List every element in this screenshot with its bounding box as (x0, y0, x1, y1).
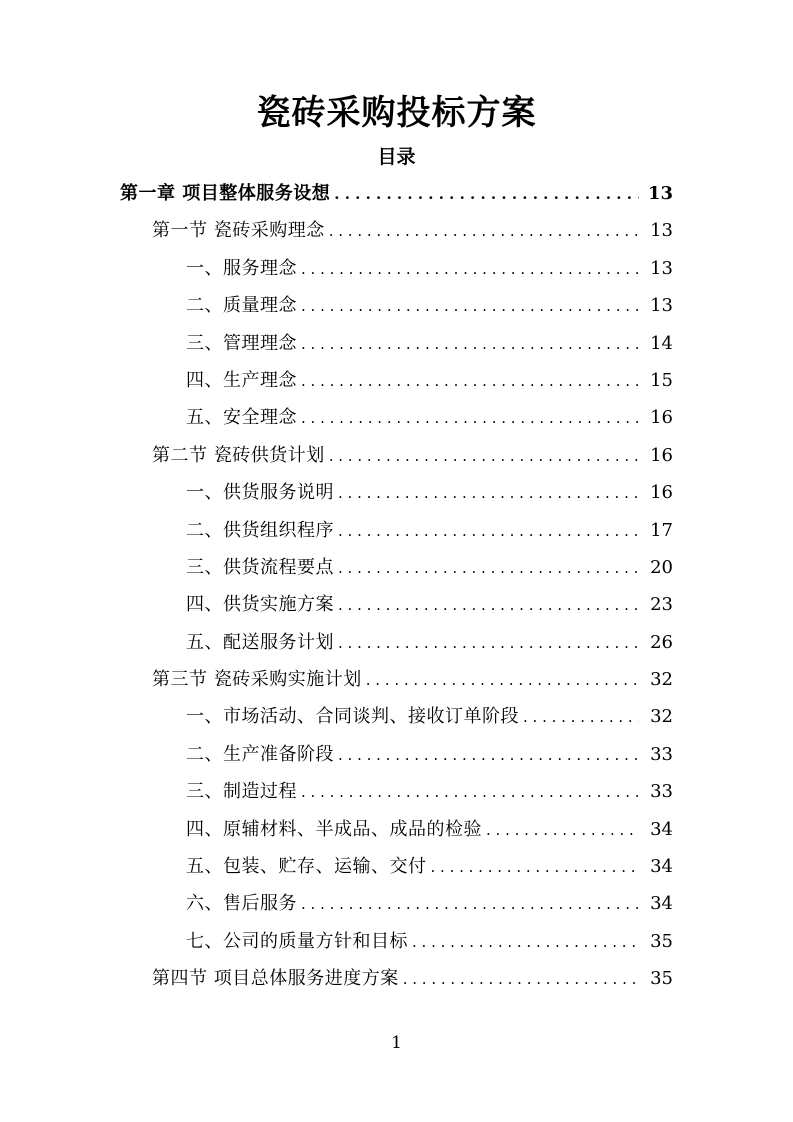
toc-dot-leader (301, 326, 639, 363)
toc-dot-leader (338, 475, 639, 512)
toc-dot-leader (338, 587, 639, 624)
toc-entry-page: 13 (650, 257, 673, 279)
toc-entry[interactable] (0, 661, 793, 698)
toc-entry-page: 13 (647, 183, 673, 204)
toc-entry-page: 34 (650, 856, 673, 878)
toc-entry-page: 14 (650, 332, 673, 354)
toc-entry[interactable] (0, 773, 793, 810)
toc-entry-label: 二、质量理念 (186, 295, 297, 317)
toc-entry-label: 二、生产准备阶段 (186, 743, 334, 765)
toc-entry-page: 26 (650, 631, 673, 653)
toc-entry[interactable] (0, 474, 793, 511)
toc-dot-leader (334, 176, 639, 213)
toc-entry-page: 20 (650, 556, 673, 578)
toc-entry-label: 四、生产理念 (186, 369, 297, 391)
toc-entry-label: 三、管理理念 (186, 332, 297, 354)
toc-entry[interactable] (0, 923, 793, 960)
toc-entry[interactable] (0, 399, 793, 436)
toc-entry-label: 一、市场活动、合同谈判、接收订单阶段 (186, 706, 519, 728)
toc-entry-label: 二、供货组织程序 (186, 519, 334, 541)
toc-dot-leader (338, 513, 639, 550)
toc-dot-leader (403, 961, 639, 998)
toc-entry-label: 第一节 瓷砖采购理念 (152, 220, 325, 242)
toc-entry[interactable] (0, 250, 793, 287)
toc-entry-page: 15 (650, 369, 673, 391)
toc-dot-leader (486, 812, 639, 849)
toc-entry-page: 32 (650, 706, 673, 728)
toc-dot-leader (301, 400, 639, 437)
toc-entry-label: 七、公司的质量方针和目标 (186, 930, 408, 952)
toc-entry[interactable] (0, 512, 793, 549)
toc-entry[interactable] (0, 212, 793, 249)
page-number: 1 (391, 1033, 402, 1053)
toc-dot-leader (329, 213, 639, 250)
toc-entry-label: 一、供货服务说明 (186, 482, 334, 504)
toc-entry-page: 33 (650, 781, 673, 803)
toc-entry-page: 32 (650, 669, 673, 691)
toc-entry-page: 33 (650, 743, 673, 765)
toc-entry-label: 第二节 瓷砖供货计划 (152, 444, 325, 466)
toc-dot-leader (301, 886, 639, 923)
toc-entry-page: 17 (650, 519, 673, 541)
toc-entry-page: 34 (650, 818, 673, 840)
toc-dot-leader (338, 550, 639, 587)
document-title: 瓷砖采购投标方案 (256, 93, 537, 133)
toc-entry[interactable] (0, 586, 793, 623)
toc-dot-leader (366, 662, 639, 699)
toc-dot-leader (338, 625, 639, 662)
toc-dot-leader (431, 849, 640, 886)
toc-entry[interactable] (0, 287, 793, 324)
toc-dot-leader (523, 699, 639, 736)
toc-dot-leader (301, 363, 639, 400)
toc-entry-label: 三、供货流程要点 (186, 556, 334, 578)
toc-entry-label: 三、制造过程 (186, 781, 297, 803)
toc-entry-page: 34 (650, 893, 673, 915)
toc-entry[interactable] (0, 811, 793, 848)
toc-entry[interactable] (0, 885, 793, 922)
toc-entry[interactable] (0, 848, 793, 885)
toc-entry[interactable] (0, 960, 793, 997)
toc-entry-page: 35 (650, 968, 673, 990)
toc-dot-leader (301, 288, 639, 325)
toc-entry-label: 五、配送服务计划 (186, 631, 334, 653)
toc-entry[interactable] (0, 325, 793, 362)
toc-dot-leader (301, 251, 639, 288)
toc-entry-label: 五、安全理念 (186, 407, 297, 429)
toc-entry-page: 23 (650, 594, 673, 616)
toc-dot-leader (329, 438, 639, 475)
toc-entry-page: 16 (650, 482, 673, 504)
toc-entry-label: 第一章 项目整体服务设想 (120, 183, 331, 204)
toc-entry-label: 五、包装、贮存、运输、交付 (186, 856, 427, 878)
toc-entry[interactable] (0, 736, 793, 773)
toc-entry[interactable] (0, 362, 793, 399)
toc-entry-page: 13 (650, 220, 673, 242)
toc-entry-page: 16 (650, 444, 673, 466)
table-of-contents (0, 175, 793, 998)
toc-dot-leader (301, 774, 639, 811)
toc-entry-label: 四、原辅材料、半成品、成品的检验 (186, 818, 482, 840)
toc-entry[interactable] (0, 624, 793, 661)
toc-dot-leader (338, 737, 639, 774)
toc-heading: 目录 (377, 146, 416, 168)
toc-entry[interactable] (0, 175, 793, 212)
toc-entry-label: 四、供货实施方案 (186, 594, 334, 616)
toc-entry-label: 第三节 瓷砖采购实施计划 (152, 669, 362, 691)
toc-entry-page: 13 (650, 295, 673, 317)
toc-entry[interactable] (0, 549, 793, 586)
toc-entry-page: 16 (650, 407, 673, 429)
toc-dot-leader (412, 924, 639, 961)
toc-entry-label: 六、售后服务 (186, 893, 297, 915)
toc-entry[interactable] (0, 698, 793, 735)
toc-entry-label: 一、服务理念 (186, 257, 297, 279)
toc-entry[interactable] (0, 437, 793, 474)
toc-entry-page: 35 (650, 930, 673, 952)
toc-entry-label: 第四节 项目总体服务进度方案 (152, 968, 399, 990)
